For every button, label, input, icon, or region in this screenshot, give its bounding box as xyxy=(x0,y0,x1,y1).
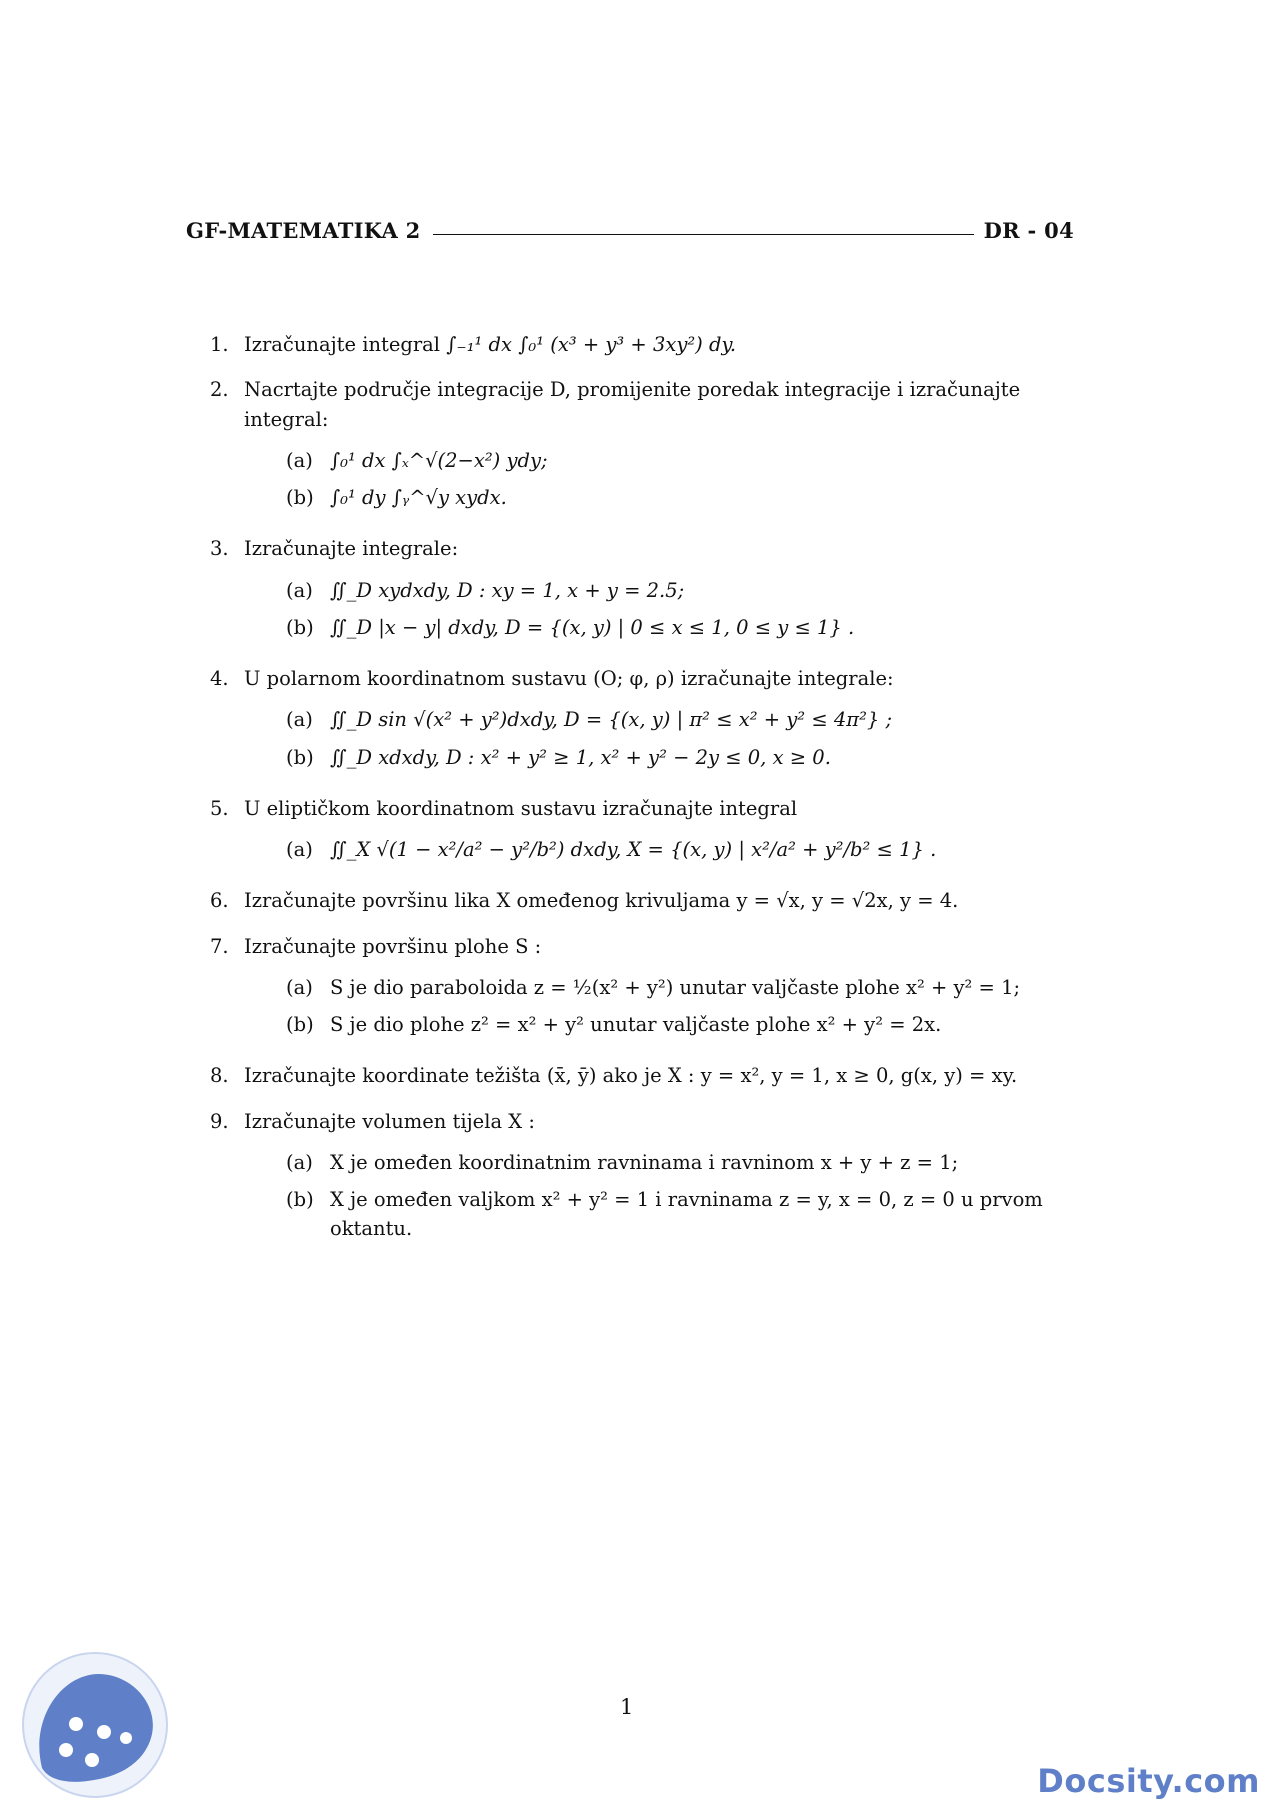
problem-text: U polarnom koordinatnom sustavu (O; φ, ρ) izračunajte integrale: xyxy=(244,667,894,690)
problem-2 xyxy=(210,375,1074,518)
subproblem-formula: ∬_D |x − y| dxdy, D = {(x, y) | 0 ≤ x ≤ 1, 0 ≤ y ≤ 1} . xyxy=(330,615,855,639)
subproblem-formula: ∫₀¹ dx ∫ₓ^√(2−x²) ydy; xyxy=(330,448,548,472)
subproblem-label: (b) xyxy=(286,1013,314,1036)
problem-text: Izračunajte integral xyxy=(244,333,441,356)
problem-number: 1. xyxy=(210,333,229,356)
subproblem-b xyxy=(244,483,1074,512)
problem-6 xyxy=(210,886,1074,915)
subproblem-label: (a) xyxy=(286,838,313,861)
header-course-title: GF-MATEMATIKA 2 xyxy=(186,218,421,243)
problem-text: U eliptičkom koordinatnom sustavu izračunajte integral xyxy=(244,796,798,820)
header-sheet-code: DR - 04 xyxy=(983,218,1074,243)
problem-list xyxy=(210,330,1074,1266)
subproblem-label: (a) xyxy=(286,708,313,732)
problem-text: Izračunajte površinu plohe S : xyxy=(244,934,542,958)
problem-8 xyxy=(210,1061,1074,1090)
subproblem-b xyxy=(244,613,1074,642)
problem-number: 4. xyxy=(210,667,229,690)
problem-text: Izračunajte volumen tijela X : xyxy=(244,1109,535,1133)
subproblem-b xyxy=(244,743,1074,772)
problem-text: Izračunajte površinu lika X omeđenog krivuljama y = √x, y = √2x, y = 4. xyxy=(244,889,959,913)
problem-formula: ∫₋₁¹ dx ∫₀¹ (x³ + y³ + 3xy²) dy. xyxy=(446,333,737,356)
subproblem-label: (a) xyxy=(286,1150,313,1174)
subproblem-label: (b) xyxy=(286,745,314,769)
problem-text: Nacrtajte područje integracije D, promijenite poredak integracije i izračunajte integral: xyxy=(244,378,1021,431)
subproblem-formula: ∬_D xydxdy, D : xy = 1, x + y = 2.5; xyxy=(330,578,685,602)
problem-4 xyxy=(210,664,1074,778)
page-number: 1 xyxy=(620,1695,634,1719)
problem-5 xyxy=(210,794,1074,871)
subproblem-formula: ∬_D sin √(x² + y²)dxdy, D = {(x, y) | π² ≤ x² + y² ≤ 4π²} ; xyxy=(330,708,893,732)
subproblem-b xyxy=(244,1185,1074,1244)
subproblem-label: (b) xyxy=(286,486,314,509)
problem-7 xyxy=(210,932,1074,1046)
subproblem-a xyxy=(244,576,1074,605)
subproblem-a xyxy=(244,1148,1074,1177)
subproblem-formula: S je dio paraboloida z = ½(x² + y²) unutar valjčaste plohe x² + y² = 1; xyxy=(330,975,1021,999)
subproblem-a xyxy=(244,973,1074,1002)
subproblem-label: (a) xyxy=(286,975,313,999)
subproblem-formula: X je omeđen koordinatnim ravninama i ravninom x + y + z = 1; xyxy=(330,1150,959,1174)
problem-number: 6. xyxy=(210,889,229,913)
header-rule xyxy=(433,234,974,235)
subproblem-formula: S je dio plohe z² = x² + y² unutar valjčaste plohe x² + y² = 2x. xyxy=(330,1013,942,1036)
problem-text: Izračunajte integrale: xyxy=(244,537,459,561)
problem-number: 2. xyxy=(210,378,229,402)
docsity-logo-icon xyxy=(20,1650,170,1800)
problem-number: 8. xyxy=(210,1064,229,1088)
subproblem-a xyxy=(244,705,1074,734)
docsity-watermark[interactable]: Docsity.com xyxy=(1037,1762,1260,1800)
subproblem-formula: ∬_D xdxdy, D : x² + y² ≥ 1, x² + y² − 2y ≤ 0, x ≥ 0. xyxy=(330,745,831,769)
subproblem-a xyxy=(244,835,1074,864)
subproblem-label: (b) xyxy=(286,1188,314,1211)
subproblem-label: (a) xyxy=(286,448,313,472)
problem-text: Izračunajte koordinate težišta (x̄, ȳ) ako je X : y = x², y = 1, x ≥ 0, g(x, y) = xy. xyxy=(244,1064,1018,1088)
problem-number: 9. xyxy=(210,1109,229,1133)
problem-9 xyxy=(210,1107,1074,1250)
problem-number: 7. xyxy=(210,934,229,958)
page-header xyxy=(186,213,1074,243)
problem-1 xyxy=(210,330,1074,359)
subproblem-formula: ∬_X √(1 − x²/a² − y²/b²) dxdy, X = {(x, y) | x²/a² + y²/b² ≤ 1} . xyxy=(330,838,937,861)
subproblem-b xyxy=(244,1010,1074,1039)
subproblem-a xyxy=(244,446,1074,475)
subproblem-label: (b) xyxy=(286,615,314,639)
problem-number: 3. xyxy=(210,537,229,561)
subproblem-formula: ∫₀¹ dy ∫ᵧ^√y xydx. xyxy=(330,486,507,509)
problem-3 xyxy=(210,534,1074,648)
subproblem-label: (a) xyxy=(286,578,313,602)
problem-number: 5. xyxy=(210,796,229,820)
subproblem-formula: X je omeđen valjkom x² + y² = 1 i ravninama z = y, x = 0, z = 0 u prvom oktantu. xyxy=(330,1188,1043,1241)
